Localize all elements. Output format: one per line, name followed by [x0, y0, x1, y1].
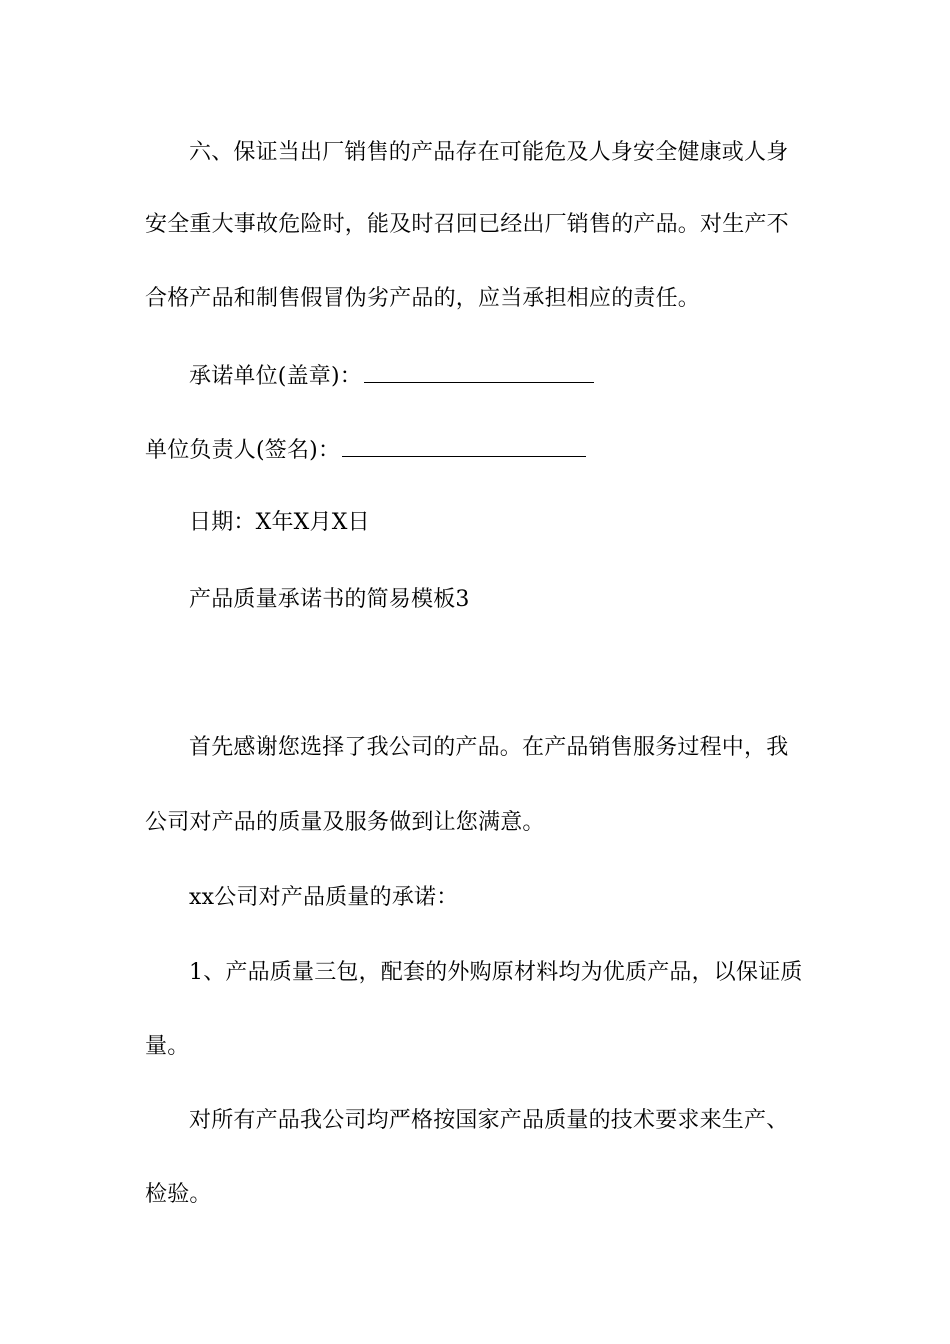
paragraph-line: 合格产品和制售假冒伪劣产品的，应当承担相应的责任。: [145, 286, 701, 311]
paragraph-line: 检验。: [145, 1182, 212, 1207]
paragraph-line: 首先感谢您选择了我公司的产品。在产品销售服务过程中，我: [189, 735, 789, 760]
date-line: 日期：X年X月X日: [189, 510, 370, 535]
paragraph-line: 对所有产品我公司均严格按国家产品质量的技术要求来生产、: [189, 1108, 789, 1133]
signature-line: [145, 434, 586, 466]
signature-blank: [342, 434, 586, 457]
seal-label: 承诺单位(盖章)：: [189, 364, 362, 389]
paragraph-line: 公司对产品的质量及服务做到让您满意。: [145, 810, 545, 835]
seal-blank: [364, 360, 594, 383]
section-title: 产品质量承诺书的简易模板3: [189, 587, 470, 612]
signature-label: 单位负责人(签名)：: [145, 438, 341, 463]
paragraph-line: 1、产品质量三包，配套的外购原材料均为优质产品，以保证质: [189, 960, 803, 985]
seal-line: [189, 360, 594, 392]
paragraph-line: 六、保证当出厂销售的产品存在可能危及人身安全健康或人身: [189, 140, 789, 165]
paragraph-line: 量。: [145, 1034, 190, 1059]
paragraph-line: xx公司对产品质量的承诺：: [189, 885, 459, 910]
paragraph-line: 安全重大事故危险时，能及时召回已经出厂销售的产品。对生产不: [145, 212, 789, 237]
